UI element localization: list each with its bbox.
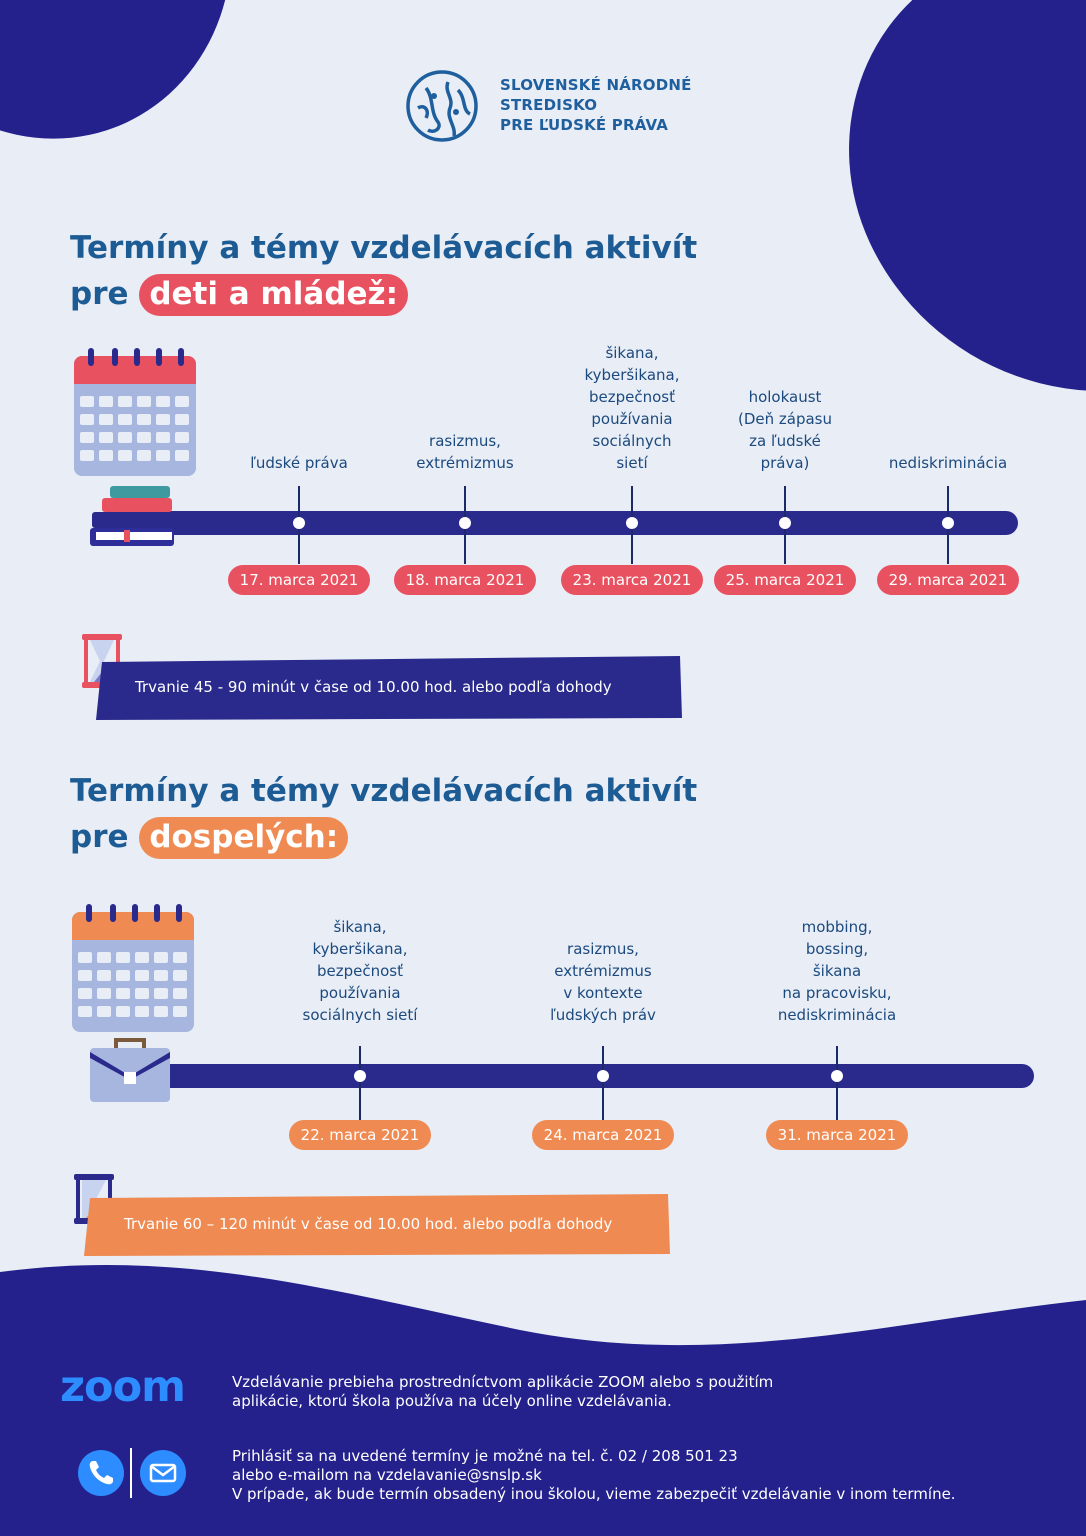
event-topic-line: šikana bbox=[812, 962, 862, 980]
zoom-info-line-1: Vzdelávanie prebieha prostredníctvom aplikácie ZOOM alebo s použitím bbox=[232, 1373, 774, 1391]
calendar-icon bbox=[72, 348, 198, 478]
contact-line-3: V prípade, ak bude termín obsadený inou školou, vieme zabezpečiť vzdelávanie v inom termíne. bbox=[232, 1485, 956, 1503]
timeline-track bbox=[150, 1064, 1034, 1088]
duration-text-1: Trvanie 45 - 90 minút v čase od 10.00 hod. alebo podľa dohody bbox=[135, 678, 612, 696]
event-topic-line: práva) bbox=[760, 454, 810, 472]
calendar-icon bbox=[70, 904, 196, 1034]
event-topic-line: mobbing, bbox=[801, 918, 873, 936]
org-name-line-2: STREDISKO bbox=[500, 96, 598, 114]
event-topic bbox=[380, 430, 550, 474]
duration-text-2: Trvanie 60 – 120 minút v čase od 10.00 hod. alebo podľa dohody bbox=[124, 1215, 613, 1233]
section2-highlight: dospelých: bbox=[139, 817, 348, 859]
event-dot bbox=[597, 1070, 609, 1082]
section1-highlight: deti a mládež: bbox=[139, 274, 408, 316]
event-topic-line: šikana, bbox=[333, 918, 387, 936]
event-dot bbox=[779, 517, 791, 529]
event-topic-line: ľudské práva bbox=[250, 454, 348, 472]
event-topic-line: v kontexte bbox=[563, 984, 643, 1002]
contact-line-1: Prihlásiť sa na uvedené termíny je možné na tel. č. 02 / 208 501 23 bbox=[232, 1447, 738, 1465]
event-topic-line: ľudských práv bbox=[550, 1006, 656, 1024]
org-name-line-3: PRE ĽUDSKÉ PRÁVA bbox=[500, 116, 669, 134]
event-tick bbox=[359, 1046, 361, 1120]
event-topic-line: kyberšikana, bbox=[584, 366, 680, 384]
icon-divider bbox=[130, 1448, 132, 1498]
event-topic bbox=[518, 938, 688, 1026]
event-topic-line: holokaust bbox=[748, 388, 822, 406]
event-topic-line: rasizmus, bbox=[567, 940, 639, 958]
org-name bbox=[500, 75, 692, 135]
event-topic-line: používania bbox=[319, 984, 401, 1002]
event-topic-line: extrémizmus bbox=[416, 454, 514, 472]
org-name-line-1: SLOVENSKÉ NÁRODNÉ bbox=[500, 76, 692, 94]
event-dot bbox=[626, 517, 638, 529]
section2-title: Termíny a témy vzdelávacích aktivít bbox=[70, 773, 698, 809]
section1-prefix: pre bbox=[70, 276, 129, 312]
event-date: 23. marca 2021 bbox=[561, 565, 703, 595]
event-topic bbox=[547, 342, 717, 474]
event-dot bbox=[942, 517, 954, 529]
event-tick bbox=[602, 1046, 604, 1120]
event-topic-line: rasizmus, bbox=[429, 432, 501, 450]
section2-prefix: pre bbox=[70, 819, 129, 855]
event-topic-line: nediskriminácia bbox=[777, 1006, 897, 1024]
event-topic-line: na pracovisku, bbox=[782, 984, 892, 1002]
event-topic-line: sociálnych sietí bbox=[302, 1006, 418, 1024]
event-tick bbox=[836, 1046, 838, 1120]
event-date: 24. marca 2021 bbox=[532, 1120, 674, 1150]
event-dot bbox=[831, 1070, 843, 1082]
event-topic bbox=[214, 452, 384, 474]
event-topic-line: sietí bbox=[616, 454, 648, 472]
section1-subtitle bbox=[70, 274, 408, 316]
zoom-logo: zoom bbox=[60, 1362, 185, 1412]
mail-icon[interactable] bbox=[140, 1450, 186, 1496]
event-dot bbox=[459, 517, 471, 529]
event-topic bbox=[752, 916, 922, 1026]
event-date: 31. marca 2021 bbox=[766, 1120, 908, 1150]
event-topic bbox=[700, 386, 870, 474]
event-date: 29. marca 2021 bbox=[877, 565, 1019, 595]
event-date: 22. marca 2021 bbox=[289, 1120, 431, 1150]
event-topic-line: (Deň zápasu bbox=[737, 410, 832, 428]
phone-icon[interactable] bbox=[78, 1450, 124, 1496]
event-topic-line: extrémizmus bbox=[554, 962, 652, 980]
event-topic bbox=[275, 916, 445, 1026]
event-topic-line: šikana, bbox=[605, 344, 659, 362]
event-topic bbox=[863, 452, 1033, 474]
briefcase-icon bbox=[88, 1036, 172, 1104]
event-date: 25. marca 2021 bbox=[714, 565, 856, 595]
event-topic-line: bossing, bbox=[805, 940, 869, 958]
zoom-info-line-2: aplikácie, ktorú škola používa na účely online vzdelávania. bbox=[232, 1392, 672, 1410]
event-date: 17. marca 2021 bbox=[228, 565, 370, 595]
section2-subtitle bbox=[70, 817, 348, 859]
event-date: 18. marca 2021 bbox=[394, 565, 536, 595]
event-topic-line: bezpečnosť bbox=[316, 962, 403, 980]
event-dot bbox=[293, 517, 305, 529]
contact-line-2: alebo e-mailom na vzdelavanie@snslp.sk bbox=[232, 1466, 542, 1484]
section1-title: Termíny a témy vzdelávacích aktivít bbox=[70, 230, 698, 266]
timeline-track bbox=[150, 511, 1018, 535]
globe-people-icon bbox=[404, 68, 480, 144]
event-topic-line: bezpečnosť bbox=[588, 388, 675, 406]
event-topic-line: kyberšikana, bbox=[312, 940, 408, 958]
event-topic-line: používania bbox=[591, 410, 673, 428]
event-topic-line: za ľudské bbox=[749, 432, 821, 450]
decorative-blob-top-left bbox=[0, 0, 283, 187]
event-topic-line: sociálnych bbox=[592, 432, 672, 450]
event-dot bbox=[354, 1070, 366, 1082]
event-topic-line: nediskriminácia bbox=[888, 454, 1008, 472]
books-icon bbox=[88, 484, 180, 548]
